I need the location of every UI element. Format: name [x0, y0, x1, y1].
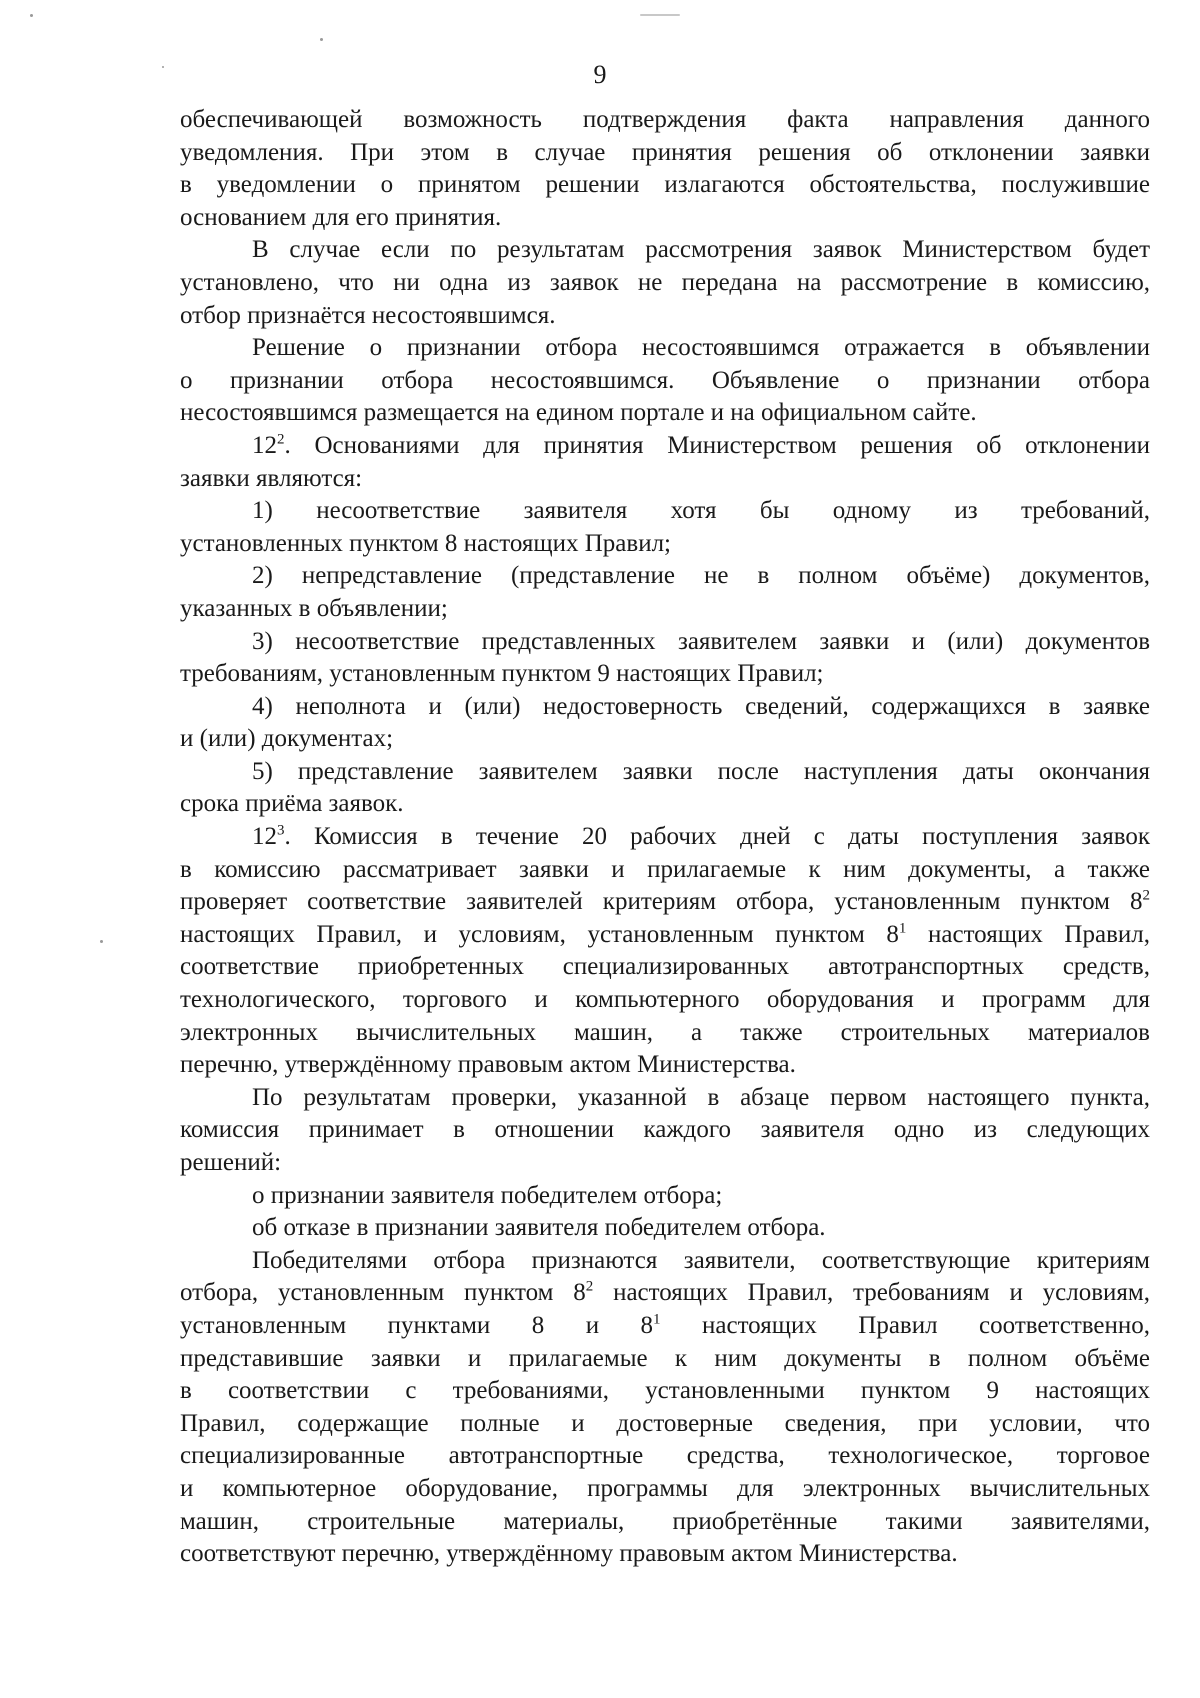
text-fragment: проверяет соответствие заявителей критериям отбора, установленным пунктом 8 — [180, 888, 1143, 916]
clause-number: 12 — [252, 823, 277, 851]
paragraph-no-applications — [180, 234, 1150, 332]
reference-superscript: 2 — [585, 1279, 594, 1296]
text-line: заявки являются: — [180, 464, 363, 492]
document-body — [180, 104, 1150, 1571]
text-line: о признании отбора несостоявшимся. Объявление о признании отбора — [180, 366, 1150, 394]
text-line: и (или) документах; — [180, 725, 394, 753]
text-line: решений: — [180, 1149, 282, 1176]
text-line: Решение о признании отбора несостоявшимся отражается в объявлении — [252, 334, 1150, 362]
clause-superscript: 3 — [277, 822, 285, 839]
text-line: 5) представление заявителем заявки после наступления даты окончания — [252, 757, 1150, 785]
list-item-5 — [180, 756, 1150, 821]
text-line: Правил, содержащие полные и достоверные сведения, при условии, что — [180, 1409, 1150, 1437]
text-fragment: отбора, установленным пунктом 8 — [180, 1279, 586, 1307]
paragraph-notice-continuation — [180, 104, 1150, 234]
text-line: срока приёма заявок. — [180, 790, 404, 818]
text-line: 3) несоответствие представленных заявителем заявки и (или) документов — [252, 627, 1150, 655]
text-line: электронных вычислительных машин, а также строительных материалов — [180, 1018, 1150, 1046]
text-fragment: установленным пунктами 8 и 8 — [180, 1311, 654, 1339]
text-line: уведомления. При этом в случае принятия решения об отклонении заявки — [180, 138, 1150, 166]
text-line: требованиям, установленным пунктом 9 настоящих Правил; — [180, 660, 824, 688]
reference-superscript: 2 — [1142, 887, 1150, 904]
reference-superscript: 1 — [898, 920, 907, 937]
list-item-2 — [180, 560, 1150, 625]
text-fragment: настоящих Правил, — [906, 920, 1150, 948]
paragraph-verification-results — [180, 1082, 1150, 1180]
text-line: 1) несоответствие заявителя хотя бы одному из требований, — [252, 497, 1150, 525]
text-line — [180, 430, 1150, 463]
text-line: установлено, что ни одна из заявок не передана на рассмотрение в комиссию, — [180, 268, 1150, 296]
paragraph-12-2 — [180, 430, 1150, 495]
text-line — [180, 1277, 1150, 1310]
paragraph-winners — [180, 1245, 1150, 1571]
text-line: 4) неполнота и (или) недостоверность сведений, содержащихся в заявке — [252, 692, 1150, 720]
text-fragment: . Основаниями для принятия Министерством решения об отклонении — [284, 431, 1150, 459]
page-number: 9 — [593, 60, 607, 89]
text-line: технологического, торгового и компьютерного оборудования и программ для — [180, 986, 1150, 1014]
text-line: указанных в объявлении; — [180, 594, 448, 622]
text-fragment: настоящих Правил, и условиям, установленным пунктом 8 — [180, 920, 899, 948]
list-item-1 — [180, 495, 1150, 560]
text-line: перечню, утверждённому правовым актом Министерства. — [180, 1051, 796, 1079]
paragraph-failed-selection — [180, 332, 1150, 430]
paragraph-12-3 — [180, 821, 1150, 1082]
text-fragment: настоящих Правил соответственно, — [660, 1311, 1151, 1339]
text-line: машин, строительные материалы, приобретённые такими заявителями, — [180, 1507, 1150, 1535]
scan-speck — [320, 38, 323, 41]
clause-superscript: 2 — [277, 431, 285, 448]
text-line: специализированные автотранспортные средства, технологическое, торговое — [180, 1442, 1150, 1470]
text-line — [180, 1310, 1150, 1343]
decision-option-winner — [180, 1180, 1150, 1213]
text-fragment: настоящих Правил, требованиям и условиям, — [593, 1279, 1151, 1307]
text-line — [180, 886, 1150, 919]
text-line: о признании заявителя победителем отбора; — [252, 1181, 723, 1209]
scan-speck — [640, 14, 680, 16]
text-line: отбор признаётся несостоявшимся. — [180, 301, 556, 329]
list-item-3 — [180, 626, 1150, 691]
scan-speck — [100, 940, 103, 943]
text-line: представившие заявки и прилагаемые к ним документы в полном объёме — [180, 1344, 1150, 1372]
text-line — [180, 821, 1150, 854]
text-line: об отказе в признании заявителя победителем отбора. — [252, 1214, 826, 1242]
text-line: в комиссию рассматривает заявки и прилагаемые к ним документы, а также — [180, 855, 1150, 883]
reference-superscript: 1 — [653, 1311, 661, 1328]
text-line — [180, 919, 1150, 952]
text-fragment: . Комиссия в течение 20 рабочих дней с даты поступления заявок — [284, 823, 1150, 851]
text-line: обеспечивающей возможность подтверждения факта направления данного — [180, 106, 1150, 133]
decision-option-refusal — [180, 1212, 1150, 1245]
text-line: По результатам проверки, указанной в абзаце первом настоящего пункта, — [252, 1083, 1150, 1111]
text-line: основанием для его принятия. — [180, 203, 502, 231]
scan-speck — [30, 14, 33, 17]
text-line: соответствуют перечню, утверждённому правовым актом Министерства. — [180, 1540, 958, 1568]
text-line: в уведомлении о принятом решении излагаются обстоятельства, послужившие — [180, 171, 1150, 199]
text-line: Победителями отбора признаются заявители, соответствующие критериям — [252, 1246, 1150, 1274]
list-item-4 — [180, 691, 1150, 756]
text-line: несостоявшимся размещается на едином портале и на официальном сайте. — [180, 399, 977, 427]
text-line: и компьютерное оборудование, программы для электронных вычислительных — [180, 1474, 1150, 1502]
text-line: В случае если по результатам рассмотрения заявок Министерством будет — [252, 236, 1150, 264]
text-line: в соответствии с требованиями, установленными пунктом 9 настоящих — [180, 1377, 1150, 1405]
clause-number: 12 — [252, 431, 277, 459]
text-line: 2) непредставление (представление не в полном объёме) документов, — [252, 562, 1150, 590]
text-line: установленных пунктом 8 настоящих Правил; — [180, 529, 671, 557]
text-line: комиссия принимает в отношении каждого заявителя одно из следующих — [180, 1116, 1150, 1144]
text-line: соответствие приобретенных специализированных автотранспортных средств, — [180, 953, 1150, 981]
